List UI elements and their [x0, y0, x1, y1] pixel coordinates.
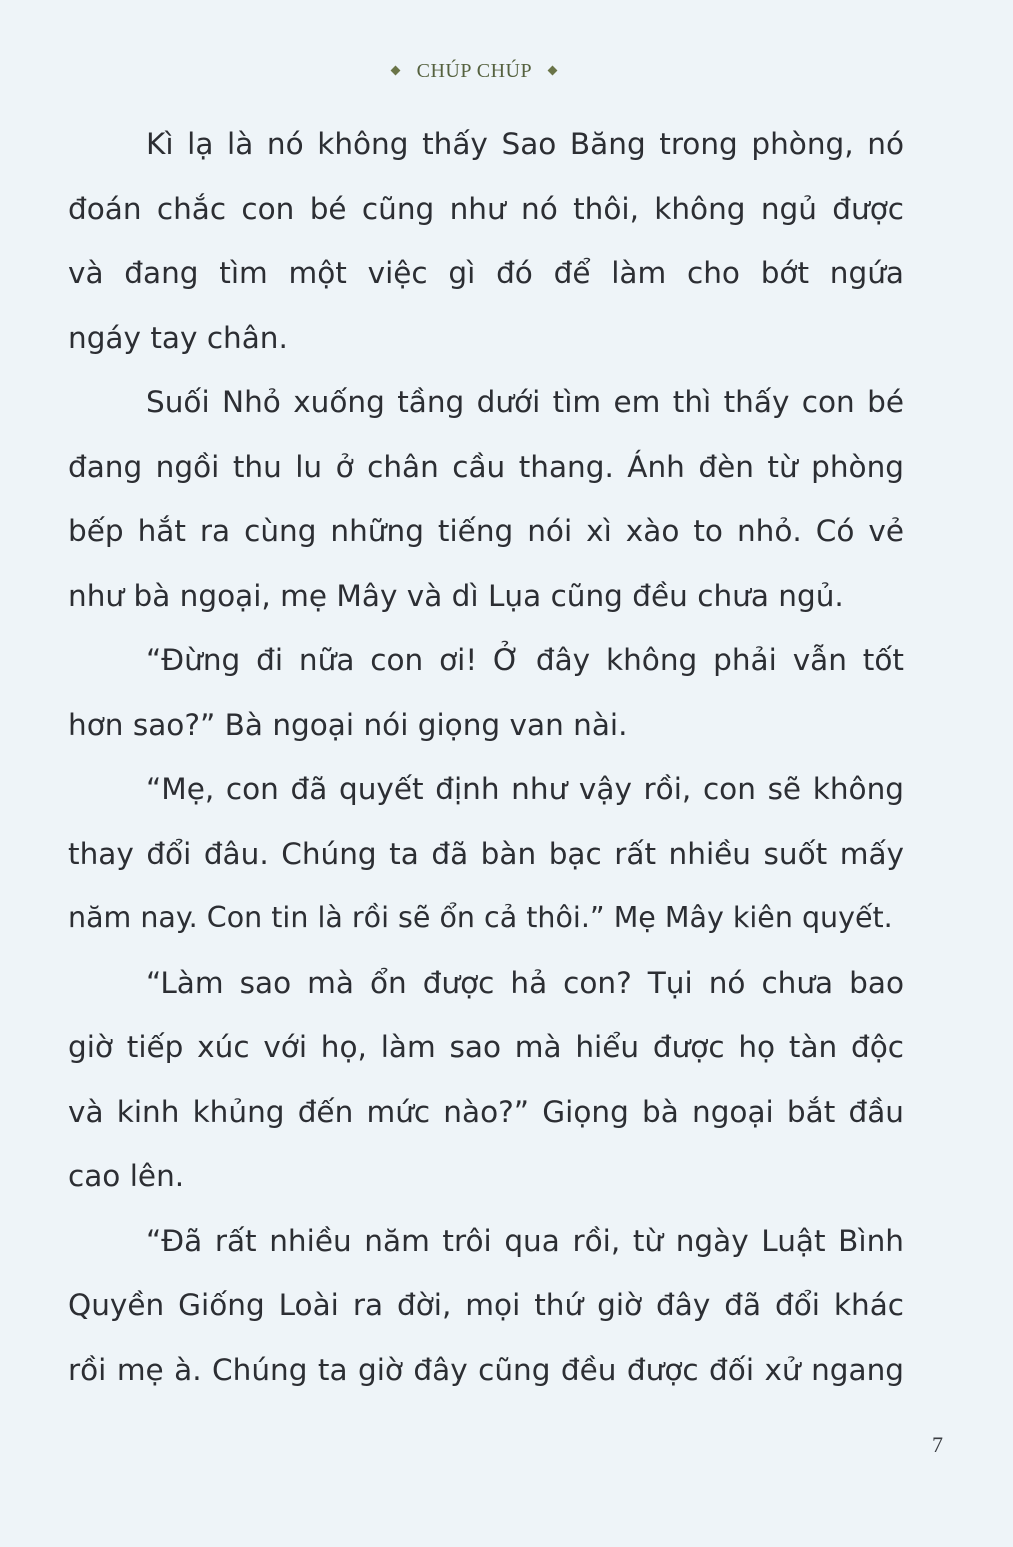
text-line: cao lên.	[68, 1159, 185, 1193]
text-line: Kì lạ là nó không thấy Sao Băng trong phòng, nó	[146, 127, 904, 161]
body-text	[68, 112, 904, 1402]
text-line: “Làm sao mà ổn được hả con? Tụi nó chưa bao	[146, 965, 904, 1000]
diamond-ornament-right-icon	[547, 65, 557, 75]
text-line: Suối Nhỏ xuống tầng dưới tìm em thì thấy con bé	[146, 385, 904, 419]
text-line: và kinh khủng đến mức nào?” Giọng bà ngoại bắt đầu	[68, 1094, 904, 1129]
running-header	[0, 60, 948, 83]
text-line: “Đừng đi nữa con ơi! Ở đây không phải vẫn tốt	[146, 643, 904, 677]
diamond-ornament-left-icon	[391, 65, 401, 75]
text-line: bếp hắt ra cùng những tiếng nói xì xào to nhỏ. Có vẻ	[68, 514, 904, 548]
text-line: đoán chắc con bé cũng như nó thôi, không ngủ được	[68, 191, 904, 226]
text-line: “Mẹ, con đã quyết định như vậy rồi, con sẽ không	[146, 772, 904, 806]
text-line: năm nay. Con tin là rồi sẽ ổn cả thôi.” Mẹ Mây kiên quyết.	[68, 901, 893, 934]
running-header-title: CHÚP CHÚP	[416, 60, 532, 82]
text-line: thay đổi đâu. Chúng ta đã bàn bạc rất nhiều suốt mấy	[68, 836, 904, 871]
text-line: giờ tiếp xúc với họ, làm sao mà hiểu được họ tàn độc	[68, 1030, 904, 1064]
text-line: và đang tìm một việc gì đó để làm cho bớt ngứa	[68, 256, 904, 290]
text-line: ngáy tay chân.	[68, 320, 288, 355]
text-line: hơn sao?” Bà ngoại nói giọng van nài.	[68, 707, 628, 742]
text-line: như bà ngoại, mẹ Mây và dì Lụa cũng đều chưa ngủ.	[68, 578, 844, 613]
text-line: Quyền Giống Loài ra đời, mọi thứ giờ đây đã đổi khác	[68, 1288, 904, 1322]
text-line: đang ngồi thu lu ở chân cầu thang. Ánh đèn từ phòng	[68, 449, 904, 484]
text-line: rồi mẹ à. Chúng ta giờ đây cũng đều được đối xử ngang	[68, 1352, 904, 1387]
page-number: 7	[932, 1432, 943, 1457]
text-line: “Đã rất nhiều năm trôi qua rồi, từ ngày Luật Bình	[146, 1223, 904, 1258]
